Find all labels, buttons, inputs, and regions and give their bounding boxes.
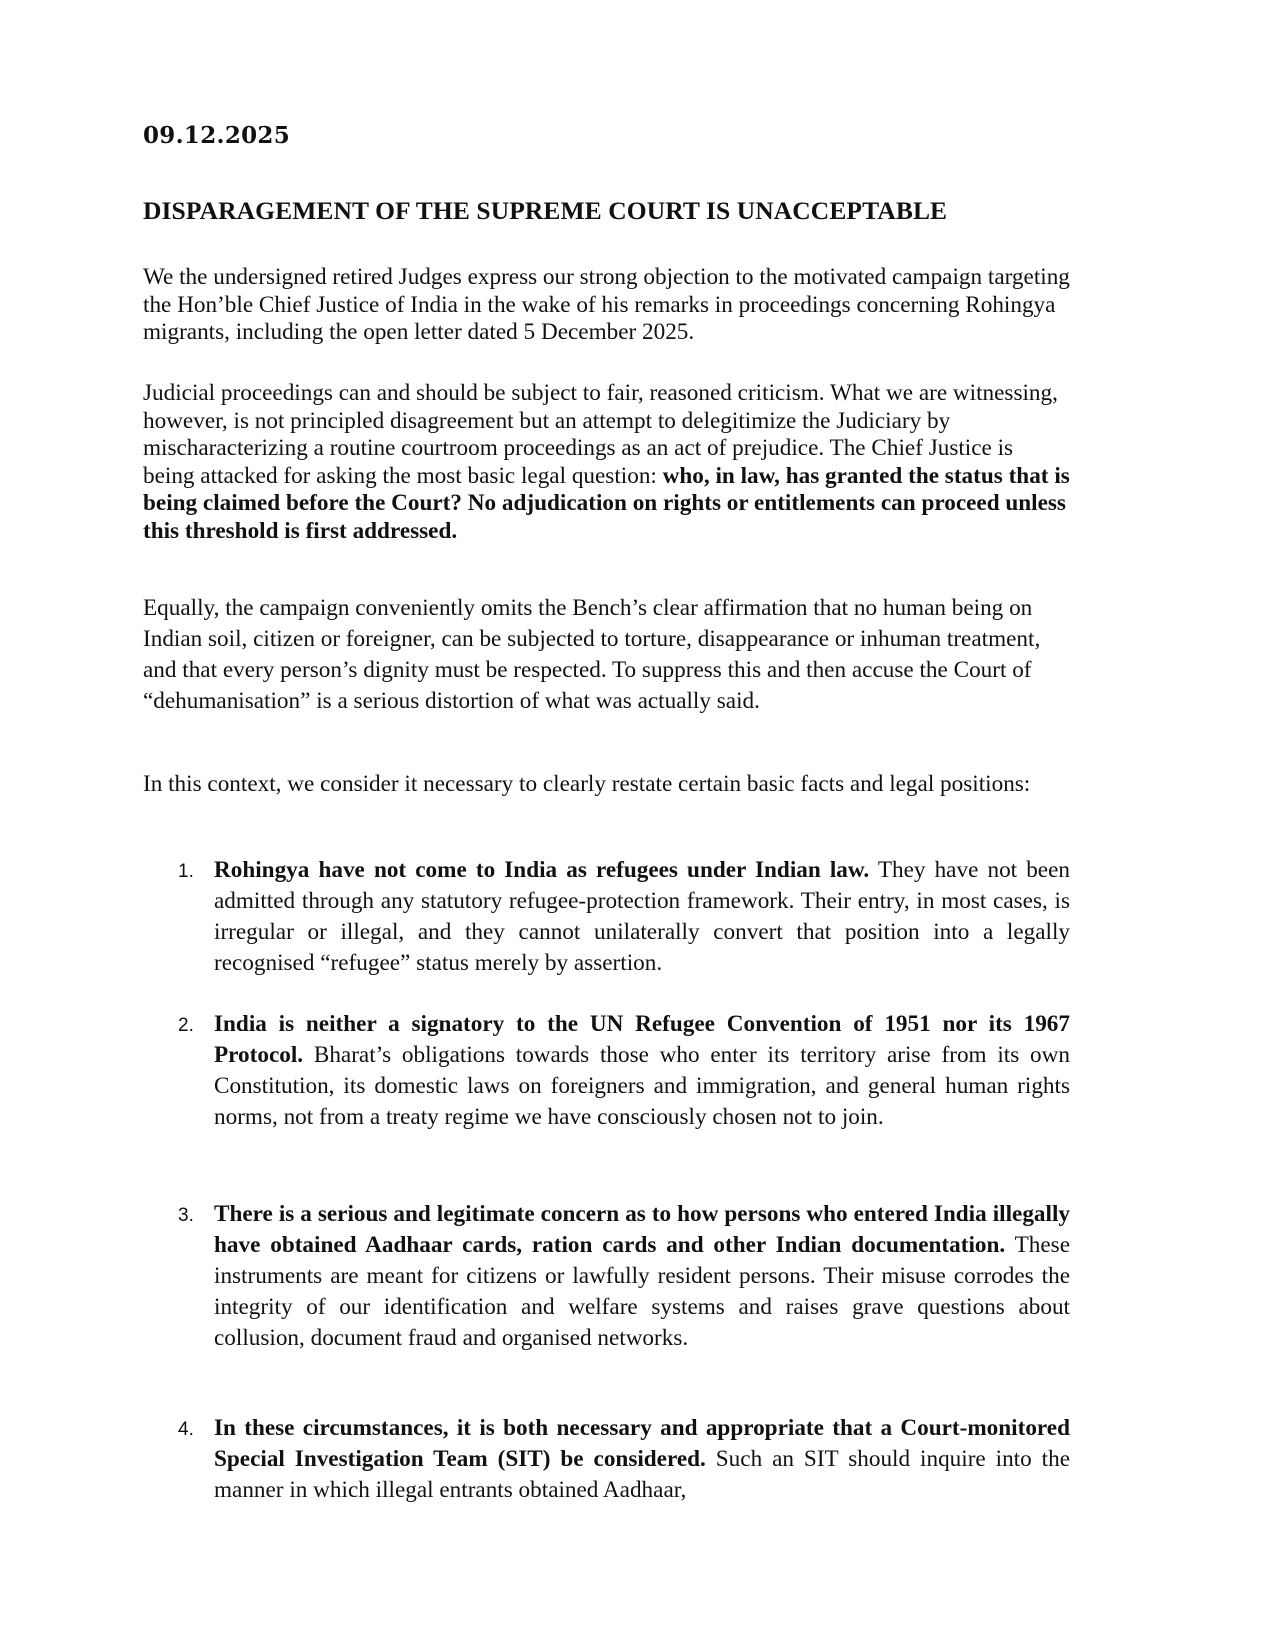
- list-item-bold-text: There is a serious and legitimate concern as to how persons who entered India illegally have obtained Aadhaar cards, ration cards and other Indian documentation.: [214, 1201, 1070, 1258]
- document-date: 09.12.2025: [143, 122, 291, 149]
- list-item-body: [214, 855, 1070, 979]
- paragraph-context: [143, 770, 1070, 798]
- list-item-bold-text: In these circumstances, it is both necessary and appropriate that a Court-monitored Special Investigation Team (SIT) be considered.: [214, 1415, 1070, 1472]
- list-item-text: Such an SIT should inquire into the manner in which illegal entrants obtained Aadhaar,: [214, 1446, 1070, 1503]
- paragraph-bench-affirmation: [143, 593, 1070, 717]
- list-item-number: 4.: [178, 1419, 194, 1440]
- list-item-text: They have not been admitted through any statutory refugee-protection framework. Their entry, in most cases, is irregular or illegal, and they cannot unilaterally convert that position into a legally recognised “refugee” status merely by assertion.: [214, 857, 1070, 976]
- paragraph-bold-text: who, in law, has granted the status that is being claimed before the Court? No adjudication on rights or entitlements can proceed unless this threshold is first addressed.: [143, 462, 1070, 544]
- paragraph-text: In this context, we consider it necessary to clearly restate certain basic facts and legal positions:: [143, 771, 1031, 797]
- list-item-text: Bharat’s obligations towards those who enter its territory arise from its own Constitution, its domestic laws on foreigners and immigration, and general human rights norms, not from a treaty regime we have consciously chosen not to join.: [214, 1042, 1070, 1130]
- paragraph-criticism: [143, 380, 1070, 545]
- list-item-number: 1.: [178, 861, 194, 882]
- paragraph-text: Judicial proceedings can and should be subject to fair, reasoned criticism. What we are witnessing, however, is not principled disagreement but an attempt to delegitimize the Judiciary by mischaracterizing a routine courtroom proceedings as an act of prejudice. The Chief Justice is being attacked for asking the most basic legal question:: [143, 380, 1058, 489]
- document-title: DISPARAGEMENT OF THE SUPREME COURT IS UNACCEPTABLE: [143, 196, 948, 225]
- list-item-body: [214, 1413, 1070, 1506]
- list-item-bold-text: Rohingya have not come to India as refugees under Indian law.: [214, 857, 870, 883]
- paragraph-text: We the undersigned retired Judges express our strong objection to the motivated campaign targeting the Hon’ble Chief Justice of India in the wake of his remarks in proceedings concerning Rohingya migrants, including the open letter dated 5 December 2025.: [143, 264, 1070, 345]
- paragraph-intro: [143, 264, 1070, 347]
- list-item-bold-text: India is neither a signatory to the UN Refugee Convention of 1951 nor its 1967 Protocol.: [214, 1011, 1070, 1068]
- list-item-body: [214, 1199, 1070, 1354]
- paragraph-text: Equally, the campaign conveniently omits the Bench’s clear affirmation that no human being on Indian soil, citizen or foreigner, can be subjected to torture, disappearance or inhuman treatment, and that every person’s dignity must be respected. To suppress this and then accuse the Court of “dehumanisation” is a serious distortion of what was actually said.: [143, 595, 1041, 714]
- list-item-body: [214, 1009, 1070, 1133]
- list-item-number: 2.: [178, 1015, 194, 1036]
- list-item-text: These instruments are meant for citizens or lawfully resident persons. Their misuse corrodes the integrity of our identification and welfare systems and raises grave questions about collusion, document fraud and organised networks.: [214, 1232, 1070, 1351]
- list-item-number: 3.: [178, 1205, 194, 1226]
